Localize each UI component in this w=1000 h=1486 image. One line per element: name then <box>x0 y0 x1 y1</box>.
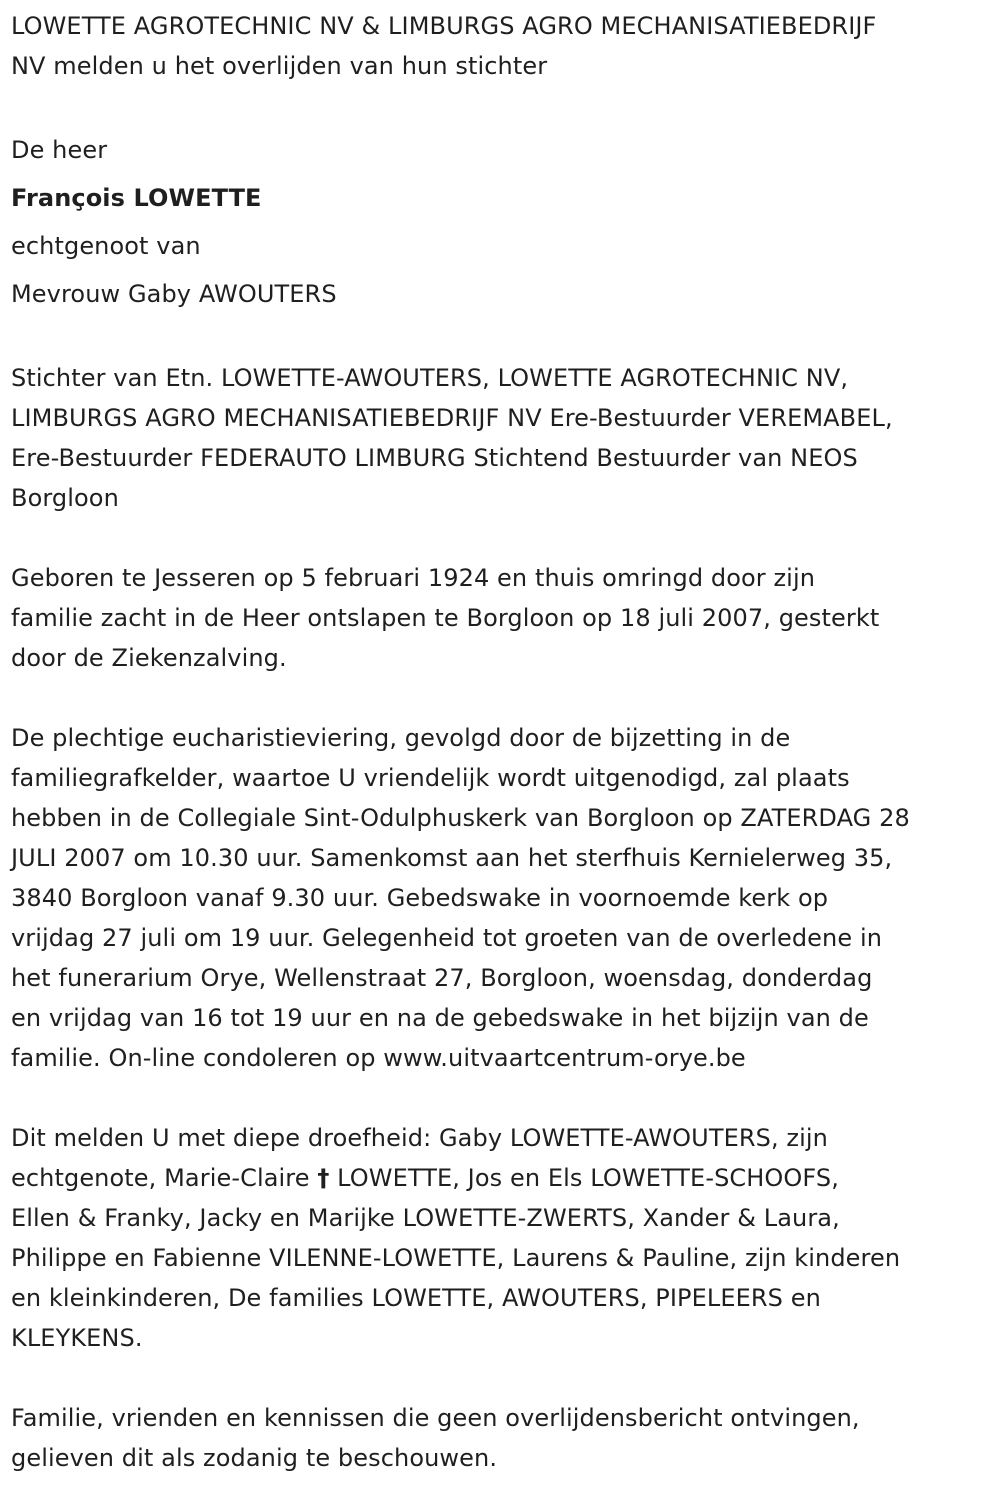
paragraph-spacer <box>11 1358 986 1398</box>
ceremony-line: hebben in de Collegiale Sint-Odulphuskerk van Borgloon op ZATERDAG 28 <box>11 804 910 832</box>
ceremony-line: en vrijdag van 16 tot 19 uur en na de gebedswake in het bijzijn van de <box>11 1004 869 1032</box>
paragraph-spacer <box>11 86 986 126</box>
ceremony-line: 3840 Borgloon vanaf 9.30 uur. Gebedswake in voornoemde kerk op <box>11 884 829 912</box>
family-line: Philippe en Fabienne VILENNE-LOWETTE, Laurens & Pauline, zijn kinderen <box>11 1244 901 1272</box>
birth-death-line: door de Ziekenzalving. <box>11 644 287 672</box>
ceremony-line: het funerarium Orye, Wellenstraat 27, Borgloon, woensdag, donderdag <box>11 964 873 992</box>
family-line: Ellen & Franky, Jacky en Marijke LOWETTE-ZWERTS, Xander & Laura, <box>11 1204 840 1232</box>
header-line: NV melden u het overlijden van hun stichter <box>11 52 548 80</box>
paragraph-spacer <box>11 518 986 558</box>
header-line: LOWETTE AGROTECHNIC NV & LIMBURGS AGRO MECHANISATIEBEDRIJF <box>11 12 877 40</box>
spouse-name: Mevrouw Gaby AWOUTERS <box>11 280 337 308</box>
birth-death-line: Geboren te Jesseren op 5 februari 1924 en thuis omringd door zijn <box>11 564 816 592</box>
salutation: De heer <box>11 136 108 164</box>
family-text: echtgenote, Marie-Claire <box>11 1164 318 1192</box>
family-text: LOWETTE, Jos en Els LOWETTE-SCHOOFS, <box>329 1164 839 1192</box>
roles-line: Stichter van Etn. LOWETTE-AWOUTERS, LOWETTE AGROTECHNIC NV, <box>11 364 849 392</box>
family-line <box>11 1158 986 1198</box>
paragraph-spacer <box>11 1078 986 1118</box>
roles-line: LIMBURGS AGRO MECHANISATIEBEDRIJF NV Ere-Bestuurder VEREMABEL, <box>11 404 893 432</box>
deceased-block <box>11 126 986 318</box>
family-paragraph <box>11 1118 986 1358</box>
ceremony-line: De plechtige eucharistieviering, gevolgd door de bijzetting in de <box>11 724 791 752</box>
family-line: KLEYKENS. <box>11 1324 143 1352</box>
family-line: Dit melden U met diepe droefheid: Gaby LOWETTE-AWOUTERS, zijn <box>11 1124 828 1152</box>
ceremony-line: vrijdag 27 juli om 19 uur. Gelegenheid tot groeten van de overledene in <box>11 924 883 952</box>
birth-death-line: familie zacht in de Heer ontslapen te Borgloon op 18 juli 2007, gesterkt <box>11 604 880 632</box>
obituary-document <box>11 6 986 1478</box>
paragraph-spacer <box>11 678 986 718</box>
ceremony-line: familiegrafkelder, waartoe U vriendelijk wordt uitgenodigd, zal plaats <box>11 764 850 792</box>
deceased-name: François LOWETTE <box>11 184 262 212</box>
ceremony-paragraph <box>11 718 986 1078</box>
header-announcement <box>11 6 986 86</box>
paragraph-spacer <box>11 318 986 358</box>
relation-text: echtgenoot van <box>11 232 201 260</box>
roles-line: Borgloon <box>11 484 119 512</box>
closing-paragraph <box>11 1398 986 1478</box>
family-line: en kleinkinderen, De families LOWETTE, AWOUTERS, PIPELEERS en <box>11 1284 821 1312</box>
cross-icon: † <box>317 1164 330 1192</box>
birth-death-paragraph <box>11 558 986 678</box>
closing-line: Familie, vrienden en kennissen die geen overlijdensbericht ontvingen, <box>11 1404 860 1432</box>
roles-line: Ere-Bestuurder FEDERAUTO LIMBURG Stichtend Bestuurder van NEOS <box>11 444 858 472</box>
roles-paragraph <box>11 358 986 518</box>
ceremony-line: JULI 2007 om 10.30 uur. Samenkomst aan het sterfhuis Kernielerweg 35, <box>11 844 893 872</box>
ceremony-line: familie. On-line condoleren op www.uitvaartcentrum-orye.be <box>11 1044 746 1072</box>
closing-line: gelieven dit als zodanig te beschouwen. <box>11 1444 498 1472</box>
